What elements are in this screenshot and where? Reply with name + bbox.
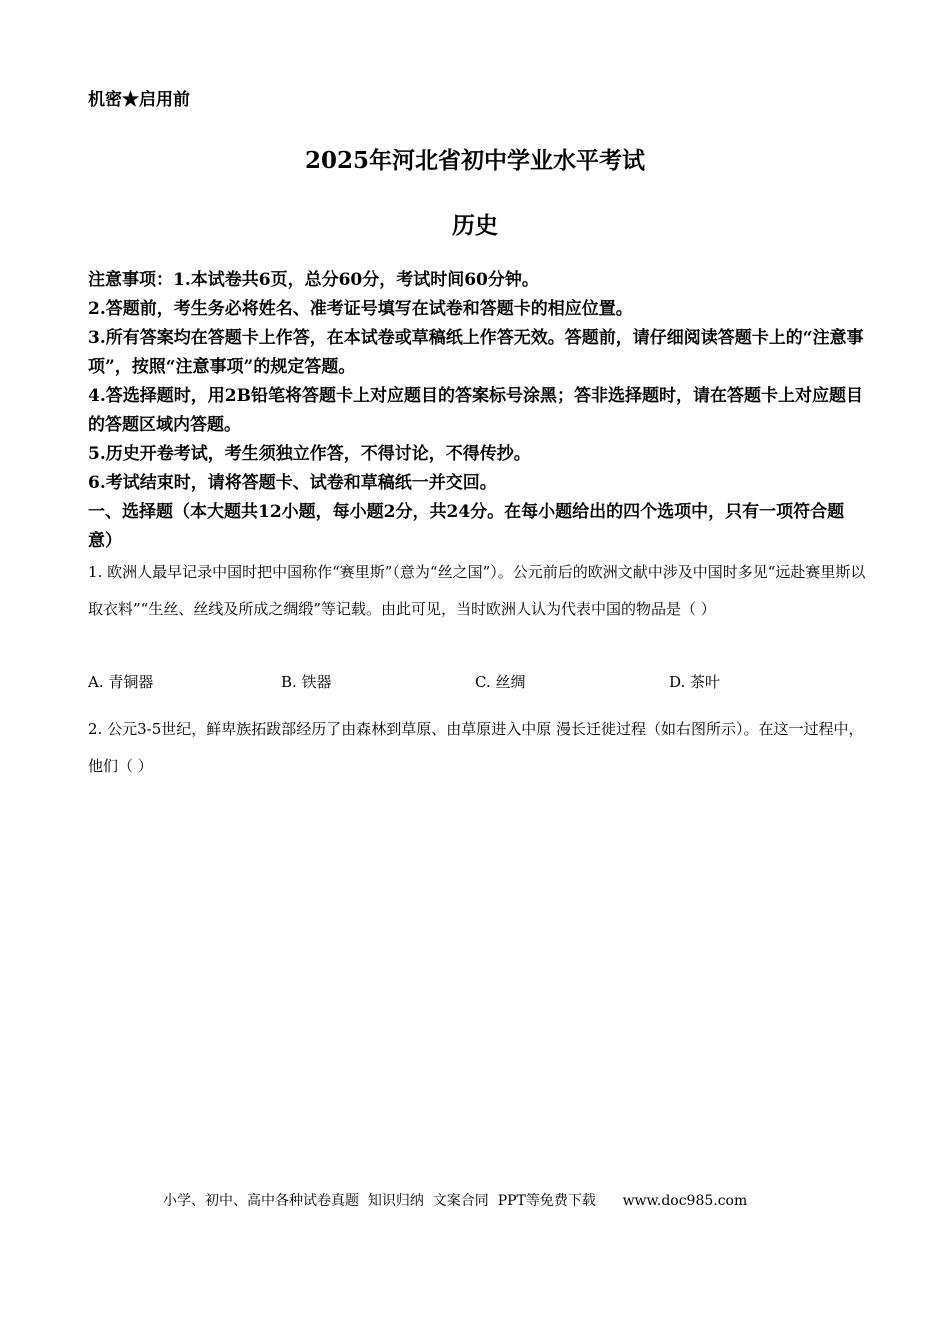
section-heading: 一、选择题（本大题共12小题，每小题2分，共24分。在每小题给出的四个选项中，只有一项符合题意） xyxy=(88,502,845,551)
question-1-text: 1. 欧洲人最早记录中国时把中国称作“赛里斯”（意为“丝之国”）。公元前后的欧洲文献中涉及中国时多见“远赴赛里斯以取衣料”“生丝、丝线及所成之绸缎”等记载。由此可见，当时欧洲人认为代表中国的物品是（ ） xyxy=(88,563,866,618)
question-2-text: 2. 公元3-5世纪，鲜卑族拓跋部经历了由森林到草原、由草原进入中原 漫长迁徙过程（如右图所示）。在这一过程中，他们（ ） xyxy=(88,720,864,775)
instructions xyxy=(88,266,868,556)
question-1-options xyxy=(88,668,868,696)
instruction-item: 注意事项：1.本试卷共6页，总分60分，考试时间60分钟。 xyxy=(88,270,539,290)
instruction-item: 5.历史开卷考试，考生须独立作答，不得讨论，不得传抄。 xyxy=(88,444,531,464)
instruction-item: 2.答题前，考生务必将姓名、准考证号填写在试卷和答题卡的相应位置。 xyxy=(88,299,633,319)
instruction-item: 6.考试结束时，请将答题卡、试卷和草稿纸一并交回。 xyxy=(88,473,497,493)
option-b: B. 铁器 xyxy=(281,673,332,691)
option-a: A. 青铜器 xyxy=(88,673,154,691)
subject-title: 历史 xyxy=(452,212,498,239)
page-footer: 小学、初中、高中各种试卷真题 知识归纳 文案合同 PPT等免费下载 www.doc985.com xyxy=(163,1193,748,1209)
option-c: C. 丝绸 xyxy=(475,673,526,691)
exam-title: 2025年河北省初中学业水平考试 xyxy=(304,147,645,174)
confidential-label: 机密★启用前 xyxy=(88,90,190,110)
instruction-item: 3.所有答案均在答题卡上作答，在本试卷或草稿纸上作答无效。答题前，请仔细阅读答题卡上的“注意事项”，按照“注意事项”的规定答题。 xyxy=(88,328,864,377)
option-d: D. 茶叶 xyxy=(669,673,721,691)
instruction-item: 4.答选择题时，用2B铅笔将答题卡上对应题目的答案标号涂黑；答非选择题时，请在答题卡上对应题目的答题区域内答题。 xyxy=(88,386,863,435)
